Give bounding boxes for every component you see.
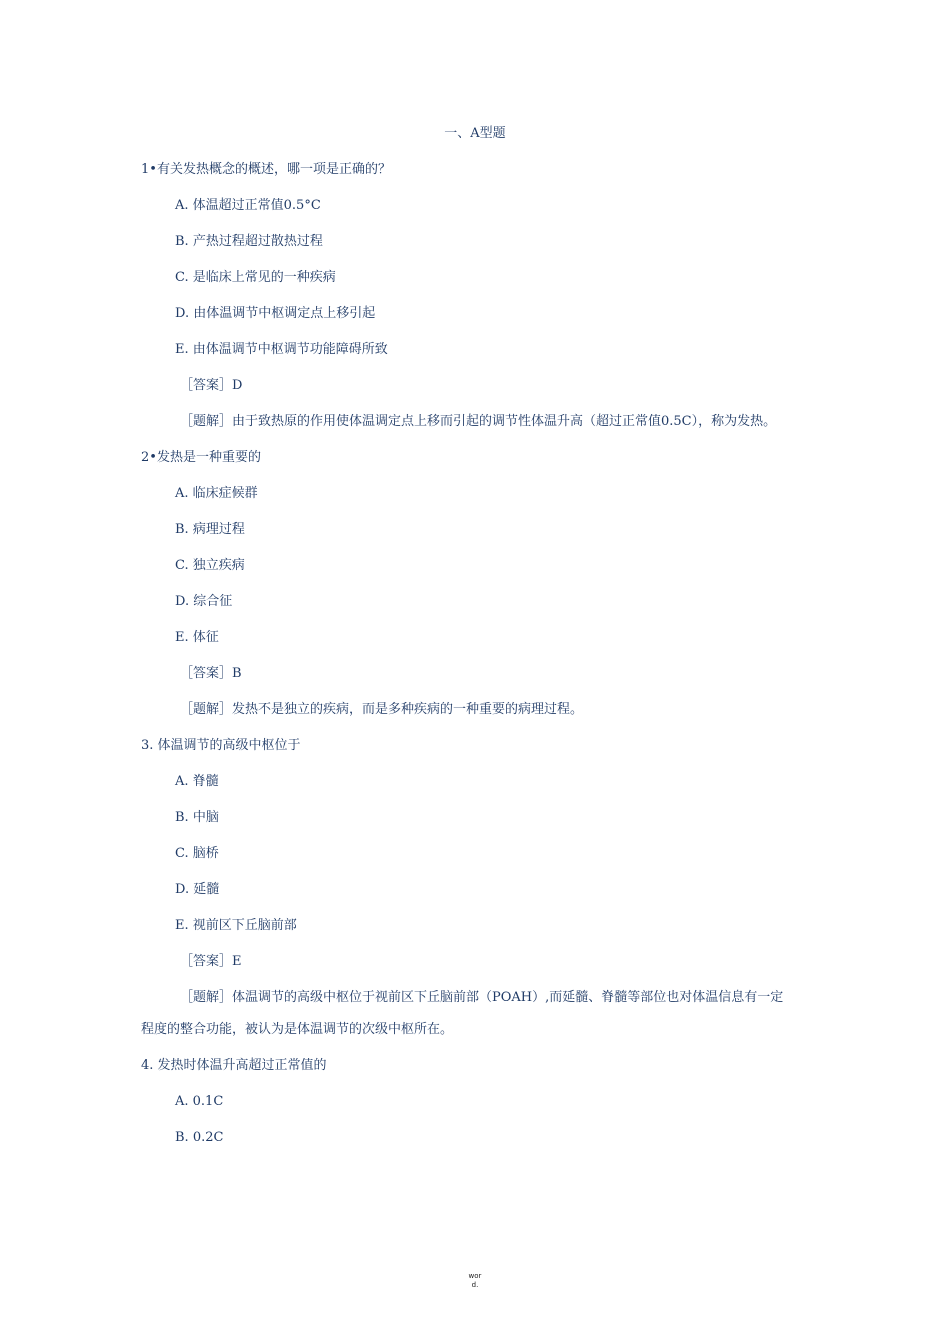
question-4-option-b: B. 0.2C [175, 1130, 224, 1145]
question-3-answer: ［答案］E [180, 954, 242, 969]
question-2-answer: ［答案］B [180, 666, 242, 681]
question-3-option-c: C. 脑桥 [175, 846, 219, 861]
footer-line-2: d. [471, 1281, 479, 1289]
question-1-answer: ［答案］D [180, 378, 243, 393]
question-1-option-b: B. 产热过程超过散热过程 [175, 234, 323, 249]
question-2-option-e: E. 体征 [175, 630, 219, 645]
question-1-option-c: C. 是临床上常见的一种疾病 [175, 270, 336, 285]
question-3-option-b: B. 中脑 [175, 810, 219, 825]
question-3-explanation-continued: 程度的整合功能，被认为是体温调节的次级中枢所在。 [141, 1022, 454, 1037]
section-title: 一、A型题 [444, 126, 506, 141]
question-1-option-a: A. 体温超过正常值0.5°C [175, 198, 321, 213]
question-2-option-d: D. 综合征 [175, 594, 233, 609]
question-2-explanation: ［题解］发热不是独立的疾病，而是多种疾病的一种重要的病理过程。 [180, 702, 584, 717]
question-3-stem: 3. 体温调节的高级中枢位于 [141, 738, 301, 753]
question-2-option-c: C. 独立疾病 [175, 558, 245, 573]
question-4-option-a: A. 0.1C [175, 1094, 224, 1109]
footer-line-1: wor [468, 1272, 482, 1280]
question-1-explanation: ［题解］由于致热原的作用使体温调定点上移而引起的调节性体温升高（超过正常值0.5C），称为发热。 [180, 414, 777, 429]
question-1-option-d: D. 由体温调节中枢调定点上移引起 [175, 306, 376, 321]
question-4-stem: 4. 发热时体温升高超过正常值的 [141, 1058, 327, 1073]
question-2-stem: 2•发热是一种重要的 [141, 450, 261, 465]
question-1-stem: 1•有关发热概念的概述，哪一项是正确的？ [141, 162, 391, 177]
page-footer [455, 1272, 495, 1290]
question-2-option-a: A. 临床症候群 [175, 486, 258, 501]
question-3-explanation: ［题解］体温调节的高级中枢位于视前区下丘脑前部（POAH）,而延髓、脊髓等部位也对体温信息有一定 [180, 990, 784, 1005]
question-3-option-d: D. 延髓 [175, 882, 220, 897]
question-3-option-e: E. 视前区下丘脑前部 [175, 918, 297, 933]
question-2-option-b: B. 病理过程 [175, 522, 245, 537]
question-3-option-a: A. 脊髓 [175, 774, 219, 789]
question-1-option-e: E. 由体温调节中枢调节功能障碍所致 [175, 342, 388, 357]
